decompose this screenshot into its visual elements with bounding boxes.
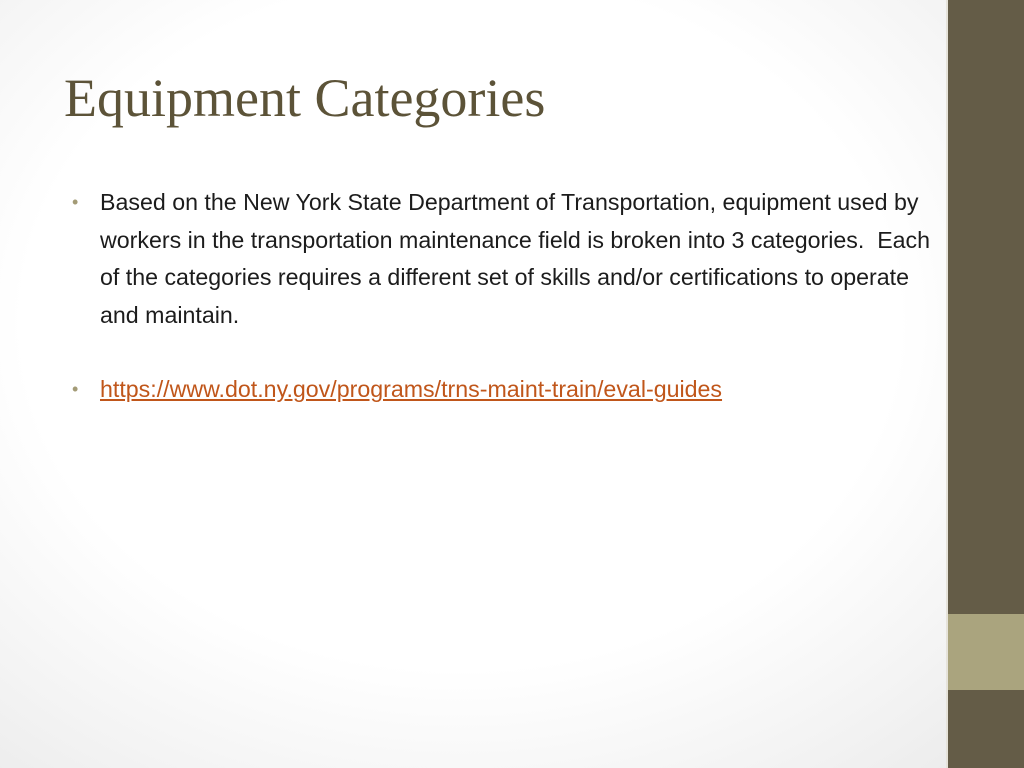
slide-title: Equipment Categories [64, 68, 546, 128]
bullet-list [72, 184, 937, 409]
side-bar-accent-block [948, 614, 1024, 690]
bullet-dot-icon: • [72, 192, 79, 212]
bullet-dot-icon: • [72, 379, 79, 400]
reference-link[interactable]: https://www.dot.ny.gov/programs/trns-maint-train/eval-guides [100, 376, 723, 403]
bullet-text: Based on the New York State Department of Transportation, equipment used by workers in the transportation maintenance field is broken into 3 categories. Each of the categories requires a different set of skills and/or certifications to operate and maintain. [100, 189, 937, 328]
bullet-item-link [72, 371, 932, 409]
bullet-item-description [72, 184, 937, 334]
